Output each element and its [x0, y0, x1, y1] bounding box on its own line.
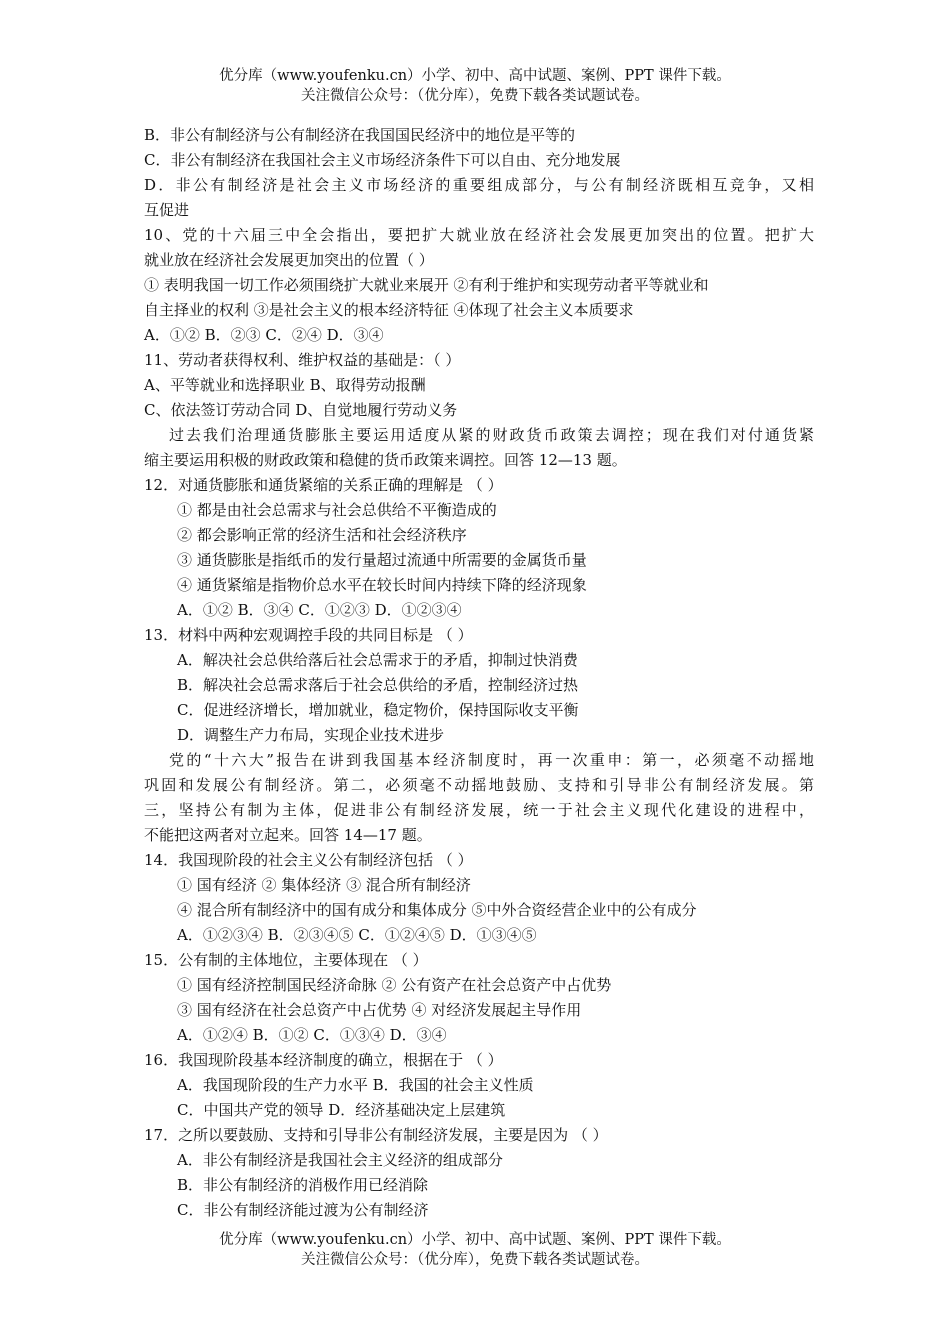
text-line: B．非公有制经济的消极作用已经消除 [177, 1176, 429, 1194]
header-line-2: 关注微信公众号：（优分库），免费下载各类试题试卷。 [301, 88, 649, 104]
text-line: D．非公有制经济是社会主义市场经济的重要组成部分，与公有制经济既相互竞争，又相 [144, 176, 814, 194]
text-line: C．促进经济增长，增加就业，稳定物价，保持国际收支平衡 [177, 701, 579, 719]
text-line: 17．之所以要鼓励、支持和引导非公有制经济发展，主要是因为 （ ） [144, 1126, 608, 1144]
text-line: 12．对通货膨胀和通货紧缩的关系正确的理解是 （ ） [144, 476, 503, 494]
text-line: ① 都是由社会总需求与社会总供给不平衡造成的 [177, 501, 497, 519]
text-line: 过去我们治理通货膨胀主要运用适度从紧的财政货币政策去调控；现在我们对付通货紧 [169, 426, 814, 444]
text-line: A．我国现阶段的生产力水平 B．我国的社会主义性质 [177, 1076, 534, 1094]
text-line: B．非公有制经济与公有制经济在我国国民经济中的地位是平等的 [144, 126, 576, 144]
text-line: A．①② B．②③ C．②④ D．③④ [144, 326, 384, 344]
text-line: C．中国共产党的领导 D．经济基础决定上层建筑 [177, 1101, 506, 1119]
page-footer [0, 1230, 950, 1270]
text-line: 15．公有制的主体地位，主要体现在 （ ） [144, 951, 428, 969]
text-line: 党的“十六大”报告在讲到我国基本经济制度时，再一次重申：第一，必须毫不动摇地 [169, 751, 814, 769]
text-line: 巩固和发展公有制经济。第二，必须毫不动摇地鼓励、支持和引导非公有制经济发展。第 [144, 776, 814, 794]
text-line: C．非公有制经济能过渡为公有制经济 [177, 1201, 429, 1219]
page-header [0, 66, 950, 106]
document-body [144, 123, 814, 1223]
text-line: 11、劳动者获得权利、维护权益的基础是：（ ） [144, 351, 461, 369]
text-line: 13．材料中两种宏观调控手段的共同目标是 （ ） [144, 626, 473, 644]
text-line: C．非公有制经济在我国社会主义市场经济条件下可以自由、充分地发展 [144, 151, 621, 169]
text-line: ③ 通货膨胀是指纸币的发行量超过流通中所需要的金属货币量 [177, 551, 587, 569]
text-line: ③ 国有经济在社会总资产中占优势 ④ 对经济发展起主导作用 [177, 1001, 582, 1019]
text-line: 10、党的十六届三中全会指出，要把扩大就业放在经济社会发展更加突出的位置。把扩大 [144, 226, 814, 244]
text-line: D．调整生产力布局，实现企业技术进步 [177, 726, 445, 744]
text-line: 自主择业的权利 ③是社会主义的根本经济特征 ④体现了社会主义本质要求 [144, 301, 634, 319]
footer-line-2: 关注微信公众号：（优分库），免费下载各类试题试卷。 [301, 1252, 649, 1268]
text-line: B．解决社会总需求落后于社会总供给的矛盾，控制经济过热 [177, 676, 579, 694]
text-line: 16．我国现阶段基本经济制度的确立，根据在于 （ ） [144, 1051, 503, 1069]
text-line: ① 国有经济 ② 集体经济 ③ 混合所有制经济 [177, 876, 471, 894]
text-line: 缩主要运用积极的财政政策和稳健的货币政策来调控。回答 12—13 题。 [144, 451, 627, 469]
text-line: ① 表明我国一切工作必须围绕扩大就业来展开 ②有利于维护和实现劳动者平等就业和 [144, 276, 709, 294]
text-line: 14．我国现阶段的社会主义公有制经济包括 （ ） [144, 851, 473, 869]
text-line: A．①②④ B．①② C．①③④ D．③④ [177, 1026, 447, 1044]
header-line-1: 优分库（www.youfenku.cn）小学、初中、高中试题、案例、PPT 课件下载。 [219, 68, 731, 84]
footer-line-1: 优分库（www.youfenku.cn）小学、初中、高中试题、案例、PPT 课件下载。 [219, 1232, 731, 1248]
text-line: ② 都会影响正常的经济生活和社会经济秩序 [177, 526, 467, 544]
text-line: 不能把这两者对立起来。回答 14—17 题。 [144, 826, 432, 844]
text-line: A．①② B．③④ C．①②③ D．①②③④ [177, 601, 462, 619]
text-line: A．①②③④ B．②③④⑤ C．①②④⑤ D．①③④⑤ [177, 926, 537, 944]
text-line: C、依法签订劳动合同 D、自觉地履行劳动义务 [144, 401, 458, 419]
text-line: 就业放在经济社会发展更加突出的位置（ ） [144, 251, 434, 269]
text-line: ④ 通货紧缩是指物价总水平在较长时间内持续下降的经济现象 [177, 576, 587, 594]
text-line: A、平等就业和选择职业 B、取得劳动报酬 [144, 376, 426, 394]
text-line: 互促进 [144, 201, 190, 219]
text-line: A．非公有制经济是我国社会主义经济的组成部分 [177, 1151, 503, 1169]
text-line: ① 国有经济控制国民经济命脉 ② 公有资产在社会总资产中占优势 [177, 976, 612, 994]
text-line: ④ 混合所有制经济中的国有成分和集体成分 ⑤中外合资经营企业中的公有成分 [177, 901, 697, 919]
text-line: 三，坚持公有制为主体，促进非公有制经济发展，统一于社会主义现代化建设的进程中， [144, 801, 814, 819]
text-line: A．解决社会总供给落后社会总需求于的矛盾，抑制过快消费 [177, 651, 578, 669]
